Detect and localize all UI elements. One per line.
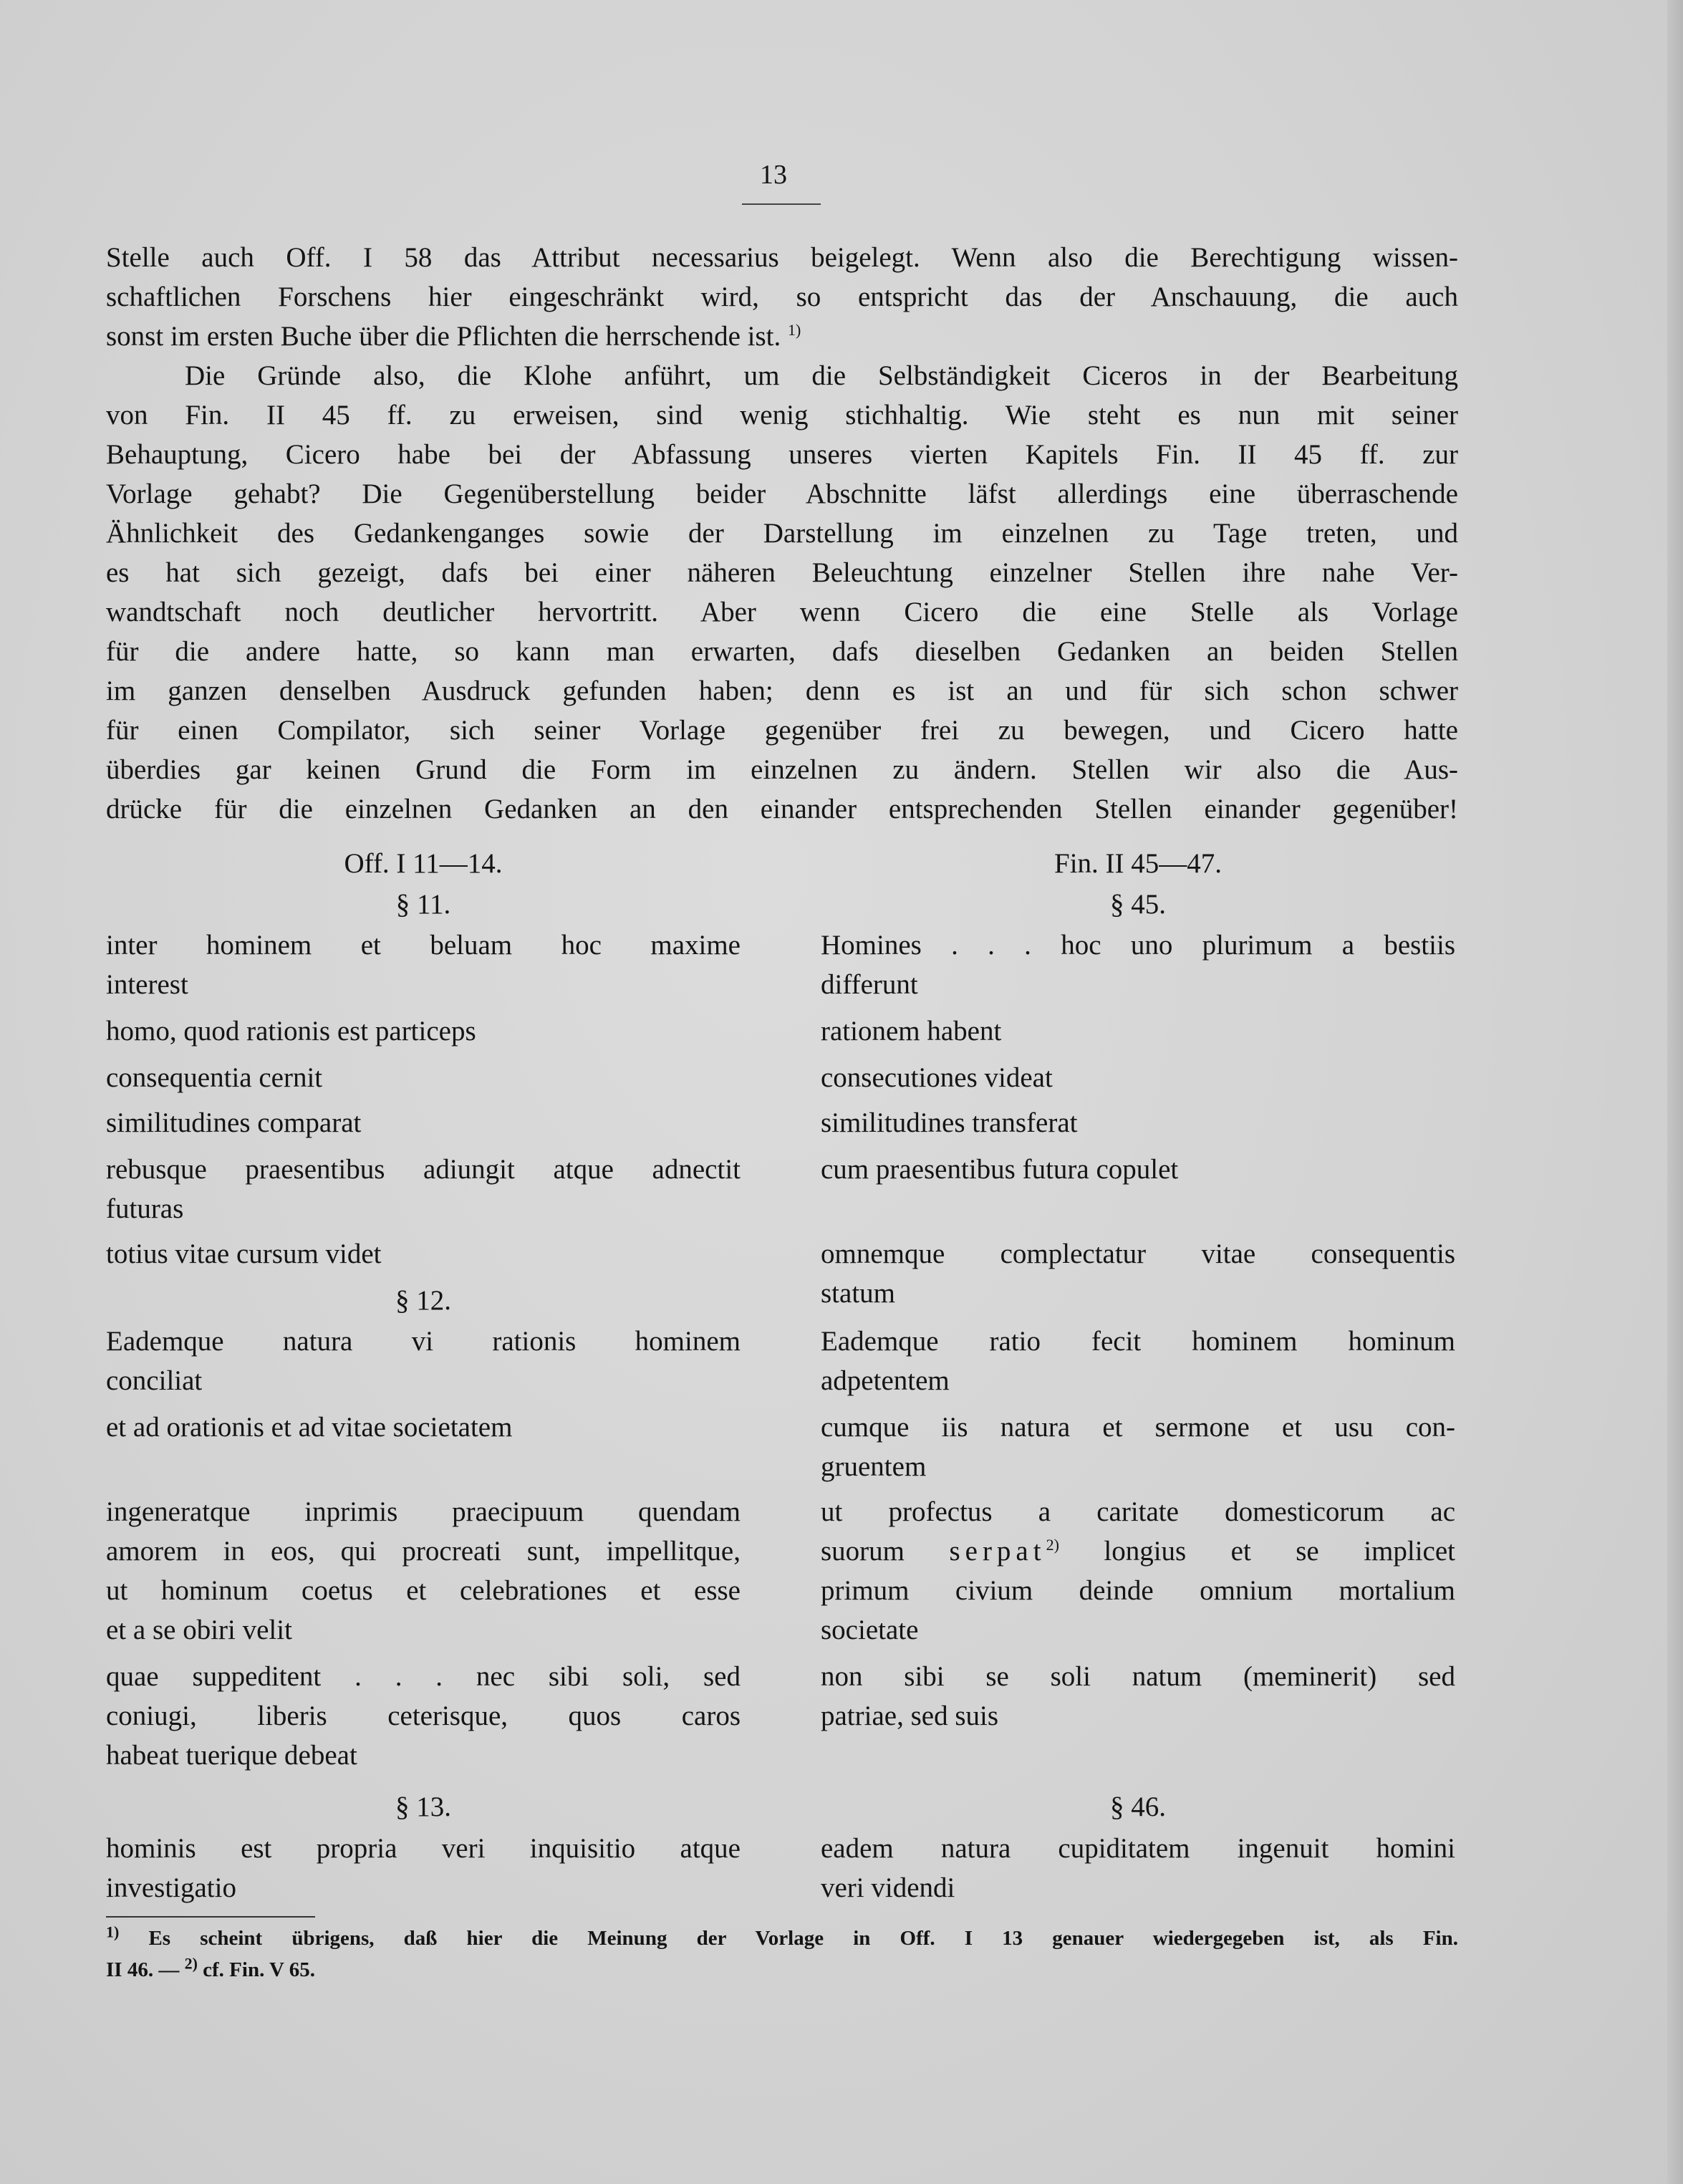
body-line: von Fin. II 45 ff. zu erweisen, sind wenig stichhaltig. Wie steht es nun mit seiner (106, 400, 1458, 430)
page-number-rule (742, 203, 821, 205)
section-46: § 46. (1110, 1791, 1166, 1822)
section-11: § 11. (395, 889, 451, 920)
footnote-rule (106, 1916, 315, 1918)
passage-line: cum praesentibus futura copulet (821, 1154, 1179, 1185)
page-edge (1667, 0, 1683, 2184)
passage-line: statum (821, 1278, 895, 1309)
right-passage (821, 1011, 1455, 1051)
body-line: Ähnlichkeit des Gedankenganges sowie der Darstellung im einzelnen zu Tage treten, und (106, 518, 1458, 549)
passage-line: ut hominum coetus et celebrationes et esse (106, 1575, 741, 1606)
right-passage (821, 1657, 1455, 1736)
passage-line: primum civium deinde omnium mortalium (821, 1575, 1455, 1606)
right-passage (821, 1408, 1455, 1486)
right-passage (821, 1322, 1455, 1400)
body-line: Die Gründe also, die Klohe anführt, um die Selbständigkeit Ciceros in der Bearbeitung (185, 360, 1458, 391)
page-number: 13 (760, 160, 787, 190)
left-passage (106, 1150, 741, 1228)
passage-line: consecutiones videat (821, 1062, 1053, 1093)
passage-line: adpetentem (821, 1365, 950, 1396)
section-12: § 12. (395, 1285, 451, 1316)
passage-line: coniugi, liberis ceterisque, quos caros (106, 1700, 741, 1731)
footnote-ref: 2) (1046, 1536, 1059, 1554)
footnote-marker: 1) (106, 1923, 120, 1941)
footnote-marker: 2) (184, 1954, 198, 1973)
left-passage (106, 1234, 741, 1274)
right-passage (821, 1150, 1455, 1189)
body-line: wandtschaft noch deutlicher hervortritt. Aber wenn Cicero die eine Stelle als Vorlage (106, 597, 1458, 627)
body-line: es hat sich gezeigt, dafs bei einer näheren Beleuchtung einzelner Stellen ihre nahe Ver- (106, 557, 1458, 588)
passage-line: similitudines transferat (821, 1107, 1078, 1138)
passage-line: quae suppeditent . . . nec sibi soli, sed (106, 1661, 741, 1692)
left-passage (106, 1322, 741, 1400)
right-passage (821, 1058, 1455, 1097)
passage-line: similitudines comparat (106, 1107, 362, 1138)
passage-line: ingeneratque inprimis praecipuum quendam (106, 1496, 741, 1527)
passage-line: et a se obiri velit (106, 1615, 292, 1645)
body-line: schaftlichen Forschens hier eingeschränkt wird, so entspricht das der Anschauung, die auch (106, 282, 1458, 312)
passage-line: omnemque complectatur vitae consequentis (821, 1238, 1455, 1269)
footnote-line: II 46. — $^{2)}$ cf. Fin. V 65. (106, 1954, 315, 1981)
passage-line: rationem habent (821, 1016, 1002, 1047)
left-passage (106, 1058, 741, 1097)
left-passage (106, 1408, 741, 1447)
body-line: Behauptung, Cicero habe bei der Abfassung unseres vierten Kapitels Fin. II 45 ff. zur (106, 439, 1458, 470)
passage-line: veri videndi (821, 1872, 955, 1903)
body-line: drücke für die einzelnen Gedanken an den einander entsprechenden Stellen einander gegenüber! (106, 794, 1458, 824)
right-passage (821, 1829, 1455, 1908)
body-line: für die andere hatte, so kann man erwarten, dafs dieselben Gedanken an beiden Stellen (106, 636, 1458, 667)
passage-line: societate (821, 1615, 919, 1645)
passage-line: et ad orationis et ad vitae societatem (106, 1412, 513, 1443)
passage-line: patriae, sed suis (821, 1700, 999, 1731)
passage-line: inter hominem et beluam hoc maxime (106, 930, 741, 961)
body-line: sonst im ersten Buche über die Pflichten die herrschende ist. $^{1)}$ (106, 321, 801, 352)
passage-line: Eademque natura vi rationis hominem (106, 1326, 741, 1357)
left-passage (106, 1103, 741, 1142)
passage-line: conciliat (106, 1365, 203, 1396)
left-passage (106, 1011, 741, 1051)
left-passage (106, 1829, 741, 1908)
right-passage (821, 1492, 1455, 1650)
footnote-line: $^{1)}$ Es scheint übrigens, daß hier die Meinung der Vorlage in Off. I 13 genauer wiedergegeben ist, als Fin. (106, 1923, 1458, 1950)
left-column-title: Off. I 11—14. (344, 848, 503, 879)
section-13: § 13. (395, 1791, 451, 1822)
passage-line: interest (106, 969, 188, 1000)
right-passage (821, 1234, 1455, 1313)
passage-line: rebusque praesentibus adiungit atque adnectit (106, 1154, 741, 1185)
passage-line: investigatio (106, 1872, 236, 1903)
emphasized-word: serpat (949, 1536, 1046, 1567)
right-column-title: Fin. II 45—47. (1054, 848, 1222, 879)
passage-line: amorem in eos, qui procreati sunt, impellitque, (106, 1536, 741, 1567)
passage-line: futuras (106, 1193, 184, 1224)
passage-line: cumque iis natura et sermone et usu con- (821, 1412, 1455, 1443)
right-passage (821, 1103, 1455, 1142)
passage-line: eadem natura cupiditatem ingenuit homini (821, 1833, 1455, 1864)
passage-line: Eademque ratio fecit hominem hominum (821, 1326, 1455, 1357)
passage-line: hominis est propria veri inquisitio atque (106, 1833, 741, 1864)
passage-line: consequentia cernit (106, 1062, 323, 1093)
right-passage (821, 925, 1455, 1004)
passage-line: totius vitae cursum videt (106, 1238, 382, 1269)
passage-line: homo, quod rationis est particeps (106, 1016, 476, 1047)
left-passage (106, 1657, 741, 1775)
body-line: im ganzen denselben Ausdruck gefunden haben; denn es ist an und für sich schon schwer (106, 675, 1458, 706)
section-45: § 45. (1110, 889, 1166, 920)
body-text (106, 238, 1458, 829)
footnotes (106, 1923, 1458, 1986)
passage-line: suorum serpat$^{2)}$ longius et se implicet (821, 1536, 1455, 1567)
passage-line: Homines . . . hoc uno plurimum a bestiis (821, 930, 1455, 961)
body-line: Vorlage gehabt? Die Gegenüberstellung beider Abschnitte läfst allerdings eine überraschende (106, 478, 1458, 509)
left-passage (106, 1492, 741, 1650)
footnote-ref: 1) (788, 321, 801, 339)
left-passage (106, 925, 741, 1004)
body-line: überdies gar keinen Grund die Form im einzelnen zu ändern. Stellen wir also die Aus- (106, 754, 1458, 785)
passage-line: differunt (821, 969, 918, 1000)
passage-line: gruentem (821, 1451, 927, 1482)
passage-line: non sibi se soli natum (meminerit) sed (821, 1661, 1455, 1692)
body-line: Stelle auch Off. I 58 das Attribut necessarius beigelegt. Wenn also die Berechtigung wissen- (106, 242, 1458, 273)
passage-line: ut profectus a caritate domesticorum ac (821, 1496, 1455, 1527)
passage-line: habeat tuerique debeat (106, 1740, 357, 1771)
body-line: für einen Compilator, sich seiner Vorlage gegenüber frei zu bewegen, und Cicero hatte (106, 715, 1458, 746)
